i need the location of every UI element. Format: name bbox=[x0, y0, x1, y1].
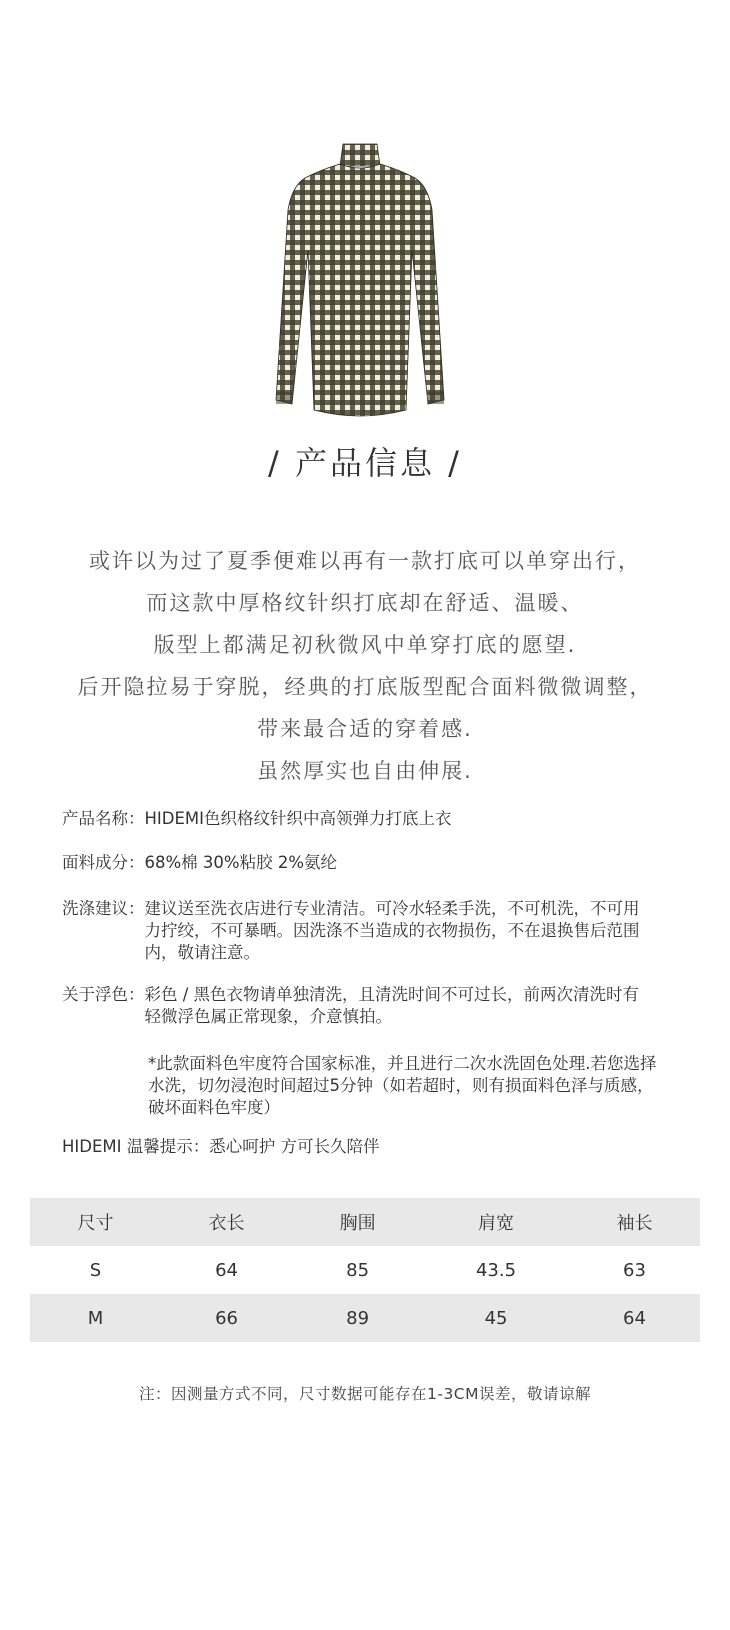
product-name-label: 产品名称： bbox=[62, 809, 145, 828]
size-footnote: 注：因测量方式不同，尺寸数据可能存在1-3CM误差，敬请谅解 bbox=[138, 1385, 591, 1403]
table-row bbox=[30, 1294, 700, 1342]
fabric-row bbox=[62, 852, 682, 874]
header-sleeve: 袖长 bbox=[616, 1213, 653, 1234]
table-cell: 63 bbox=[623, 1259, 646, 1281]
header-size: 尺寸 bbox=[77, 1213, 114, 1234]
table-cell: 64 bbox=[623, 1307, 646, 1329]
table-cell: 85 bbox=[346, 1259, 370, 1281]
intro-line: 版型上都满足初秋微风中单穿打底的愿望. bbox=[153, 633, 577, 657]
product-image bbox=[270, 140, 450, 430]
header-length: 衣长 bbox=[208, 1213, 245, 1234]
header-shoulder: 肩宽 bbox=[478, 1213, 515, 1234]
fabric-label: 面料成分： bbox=[62, 853, 145, 872]
product-name-value: HIDEMI色织格纹针织中高领弹力打底上衣 bbox=[144, 809, 452, 828]
washing-row bbox=[62, 898, 652, 964]
table-cell: M bbox=[87, 1307, 104, 1329]
table-cell: 45 bbox=[484, 1307, 508, 1329]
section-title: / 产品信息 / bbox=[268, 444, 462, 482]
intro-line: 后开隐拉易于穿脱，经典的打底版型配合面料微微调整， bbox=[77, 675, 653, 699]
care-tip: HIDEMI 温馨提示：悉心呵护 方可长久陪伴 bbox=[62, 1137, 380, 1156]
fading-row bbox=[62, 984, 652, 1028]
intro-text bbox=[0, 540, 730, 792]
fading-label: 关于浮色： bbox=[62, 985, 145, 1004]
table-header-row bbox=[30, 1198, 700, 1246]
product-name-row bbox=[62, 808, 682, 830]
intro-line: 虽然厚实也自由伸展. bbox=[257, 759, 473, 783]
table-row bbox=[30, 1246, 700, 1294]
table-cell: 64 bbox=[215, 1259, 238, 1281]
header-chest: 胸围 bbox=[339, 1213, 376, 1234]
table-cell: 43.5 bbox=[475, 1259, 517, 1281]
fabric-value: 68%棉 30%粘胶 2%氨纶 bbox=[144, 853, 338, 872]
intro-line: 或许以为过了夏季便难以再有一款打底可以单穿出行， bbox=[89, 549, 641, 573]
intro-line: 而这款中厚格纹针织打底却在舒适、温暖、 bbox=[146, 591, 584, 615]
washing-label: 洗涤建议： bbox=[62, 899, 145, 918]
washing-value: 建议送至洗衣店进行专业清洁。可冷水轻柔手洗，不可机洗，不可用力拧绞，不可暴晒。因洗涤不当造成的衣物损伤，不在退换售后范围内，敬请注意。 bbox=[144, 899, 640, 962]
fading-value: 彩色 / 黑色衣物请单独清洗，且清洗时间不可过长，前两次清洗时有轻微浮色属正常现象，介意慎拍。 bbox=[144, 985, 640, 1026]
colorfastness-note: *此款面料色牢度符合国家标准，并且进行二次水洗固色处理.若您选择水洗，切勿浸泡时间超过5分钟（如若超时，则有损面料色泽与质感，破坏面料色牢度） bbox=[148, 1054, 657, 1117]
size-table bbox=[30, 1198, 700, 1342]
table-cell: S bbox=[89, 1259, 102, 1281]
intro-line: 带来最合适的穿着感. bbox=[257, 717, 473, 741]
table-cell: 89 bbox=[346, 1307, 370, 1329]
table-cell: 66 bbox=[215, 1307, 238, 1329]
